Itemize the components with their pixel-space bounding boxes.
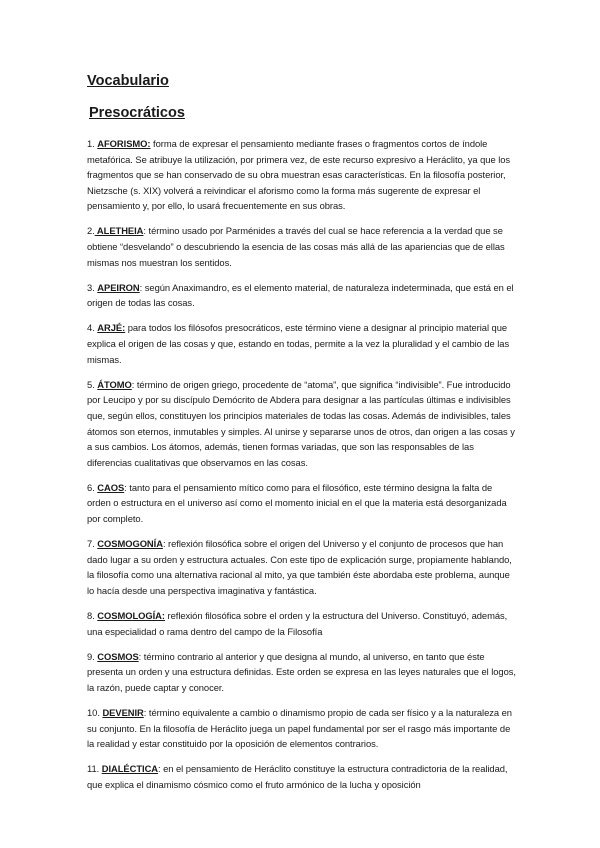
entry-number: 5. (87, 378, 95, 390)
entry-definition: : término equivalente a cambio o dinamismo propio de cada ser físico y a la naturaleza en su conjunto. En la filosofía de Heráclito juega un papel fundamental por ser el rasgo más importante de la realidad y estar constituido por la oposición de elementos contrarios. (87, 706, 512, 750)
entry-term: CAOS (97, 481, 125, 493)
entry-definition: para todos los filósofos presocráticos, este término viene a designar al principio material que explica el origen de las cosas y que, estando en todas, permite a la vez la pluralidad y el cambio de las mismas. (87, 322, 510, 365)
entry-definition: forma de expresar el pensamiento mediante frases o fragmentos cortos de índole metafórica. Se atribuye la utilización, por primera vez, de este recurso expresivo a Heráclito, ya que los fragmentos que se han conservado de su obra muestran esas características. En la filosofía posterior, Nietzsche (s. XIX) volverá a reivindicar el aforismo como la forma más sugerente de expresar el pensamiento y, por ello, lo usará frecuentemente en sus obras. (87, 138, 511, 212)
entry-definition: : término usado por Parménides a través del cual se hace referencia a la verdad que se obtiene “desvelando” o descubriendo la esencia de las cosas más allá de las apariencias que de ellas mismas nos muestran los sentidos. (87, 225, 505, 268)
entry-term: APEIRON (97, 281, 140, 293)
vocabulary-entry (87, 649, 516, 696)
entry-term: ÁTOMO (97, 378, 132, 390)
vocabulary-entry (87, 280, 516, 311)
vocabulary-entry (87, 377, 516, 471)
vocabulary-entry (87, 136, 516, 214)
entry-term: COSMOLOGÍA: (97, 609, 165, 621)
entry-number: 10. (87, 706, 100, 718)
vocabulary-entry (87, 705, 516, 752)
entry-number: 1. (87, 138, 95, 149)
entry-definition: : reflexión filosófica sobre el origen del Universo y el conjunto de procesos que han dado lugar a su orden y estructura actuales. Con este tipo de explicación surge, propiamente hablando, la filosofía como una alternativa racional al mito, ya que también éste abordaba este problema, aunque lo hacía desde una perspectiva imaginativa y fantástica. (87, 538, 512, 596)
entry-term: DIALÉCTICA (101, 763, 159, 775)
vocabulary-entry (87, 761, 516, 792)
vocabulary-entry (87, 480, 516, 527)
entry-definition: : tanto para el pensamiento mítico como para el filosófico, este término designa la falta de orden o estructura en el universo así como el momento inicial en el que la materia está desorganizada por completo. (87, 481, 507, 524)
entry-term: DEVENIR (102, 706, 144, 718)
entry-term: ALETHEIA (94, 225, 144, 237)
entry-definition: : término contrario al anterior y que designa al mundo, al universo, en tanto que éste presenta un orden y una estructura definidas. Este orden se expresa en las leyes naturales que el logos, la razón, puede captar y conocer. (87, 650, 516, 693)
entry-number: 2. (87, 225, 95, 237)
entry-term: COSMOGONÍA (97, 538, 163, 550)
entry-number: 11. (87, 763, 100, 775)
entry-number: 7. (87, 538, 95, 550)
entry-definition: reflexión filosófica sobre el orden y la estructura del Universo. Constituyó, además, una especialidad o rama dentro del campo de la Filosofía (87, 609, 508, 637)
vocabulary-list (87, 136, 516, 792)
document-subtitle: Presocráticos (89, 105, 185, 121)
entry-term: AFORISMO: (97, 138, 151, 149)
vocabulary-entry (87, 536, 516, 598)
entry-number: 9. (87, 650, 95, 662)
document-title: Vocabulario (87, 73, 169, 89)
entry-number: 6. (87, 481, 95, 493)
entry-definition: : según Anaximandro, es el elemento material, de naturaleza indeterminada, que está en el origen de todas las cosas. (87, 281, 514, 309)
entry-definition: : en el pensamiento de Heráclito constituye la estructura contradictoria de la realidad, que explica el dinamismo cósmico como el fruto armónico de la lucha y oposición (87, 763, 508, 790)
entry-term: COSMOS (97, 650, 139, 662)
vocabulary-entry (87, 223, 516, 270)
entry-term: ARJÉ: (97, 322, 126, 334)
vocabulary-entry (87, 608, 516, 639)
vocabulary-entry (87, 320, 516, 367)
entry-number: 8. (87, 609, 95, 621)
entry-definition: : término de origen griego, procedente de “atoma”, que significa “indivisible”. Fue introducido por Leucipo y por su discípulo Demócrito de Abdera para designar a las partículas últimas e indivisibles que, según ellos, constituyen los principios materiales de todas las cosas. Además de indivisibles, tales átomos son eternos, inmutables y simples. Al unirse y separarse unos de otros, dan origen a las cosas y a sus cambios. Los átomos, además, tienen formas variadas, que son las responsables de las diferencias cualitativas que observamos en las cosas. (87, 378, 515, 468)
entry-number: 3. (87, 281, 95, 293)
entry-number: 4. (87, 322, 95, 334)
